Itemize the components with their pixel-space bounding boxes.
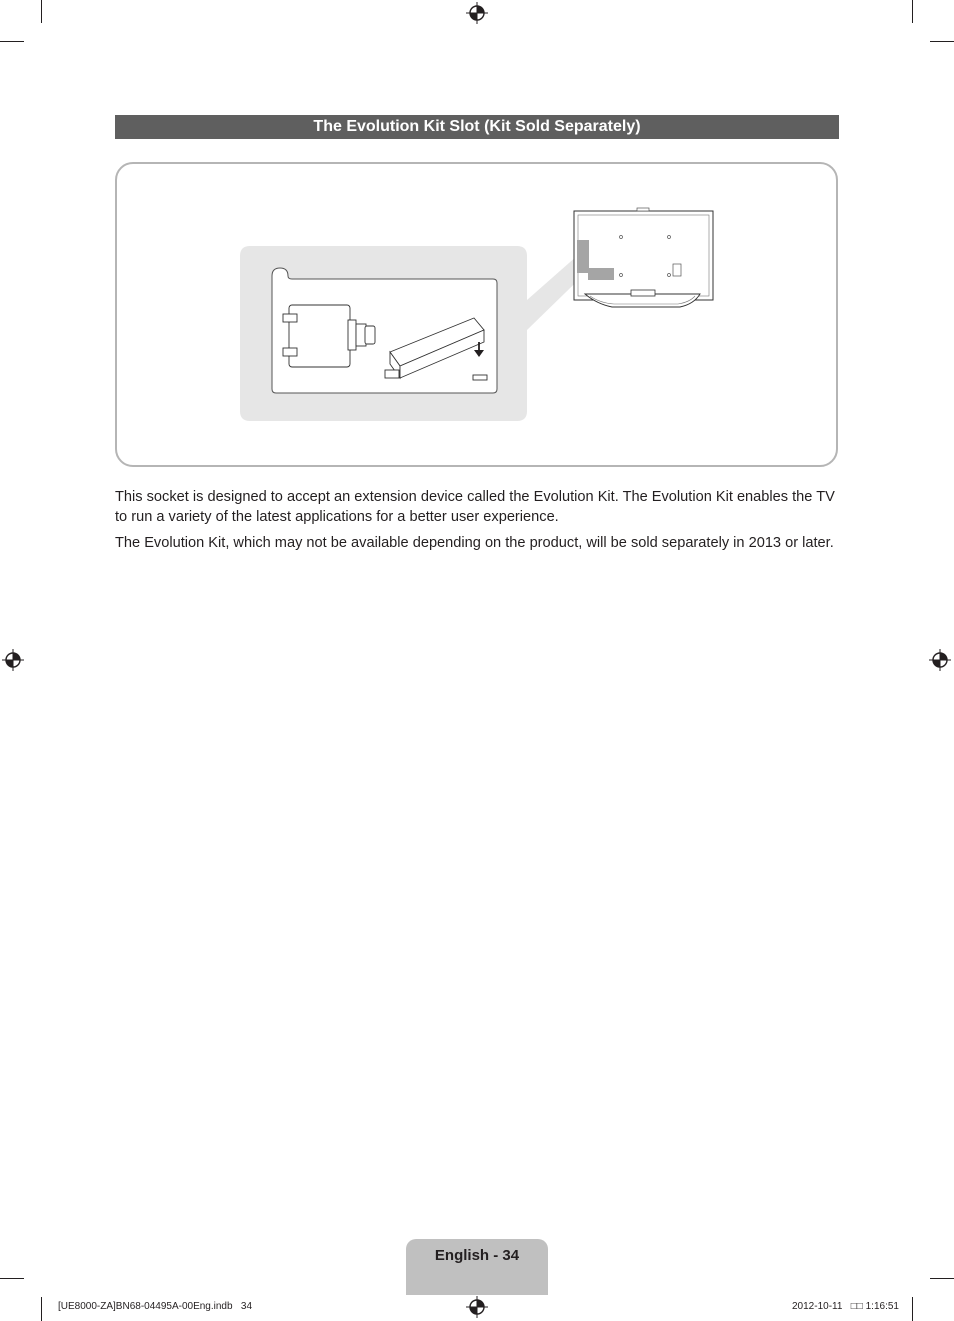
crop-mark-icon bbox=[912, 1297, 913, 1321]
evolution-slot-highlight bbox=[577, 240, 589, 273]
timestamp: 2012-10-11 □□ 1:16:51 bbox=[792, 1301, 899, 1312]
tv-rear-view bbox=[574, 208, 713, 307]
section-title: The Evolution Kit Slot (Kit Sold Separately) bbox=[115, 115, 839, 139]
crop-mark-icon bbox=[930, 1278, 954, 1279]
file-info: [UE8000-ZA]BN68-04495A-00Eng.indb 34 bbox=[58, 1301, 253, 1312]
page-label: English - 34 bbox=[434, 1247, 520, 1264]
page-number-tab bbox=[406, 1239, 548, 1295]
registration-mark-icon bbox=[466, 1296, 488, 1318]
crop-mark-icon bbox=[41, 1297, 42, 1321]
paragraph: The Evolution Kit, which may not be available depending on the product, will be sold separately in 2013 or later. bbox=[115, 535, 834, 551]
body-text bbox=[115, 488, 841, 561]
registration-mark-icon bbox=[2, 649, 24, 671]
registration-mark-icon bbox=[929, 649, 951, 671]
evolution-slot-highlight bbox=[588, 268, 614, 280]
crop-mark-icon bbox=[0, 1278, 24, 1279]
evolution-kit-illustration bbox=[0, 0, 954, 480]
paragraph: This socket is designed to accept an extension device called the Evolution Kit. The Evolution Kit enables the TV to run a variety of the latest applications for a better user experience. bbox=[115, 489, 835, 525]
